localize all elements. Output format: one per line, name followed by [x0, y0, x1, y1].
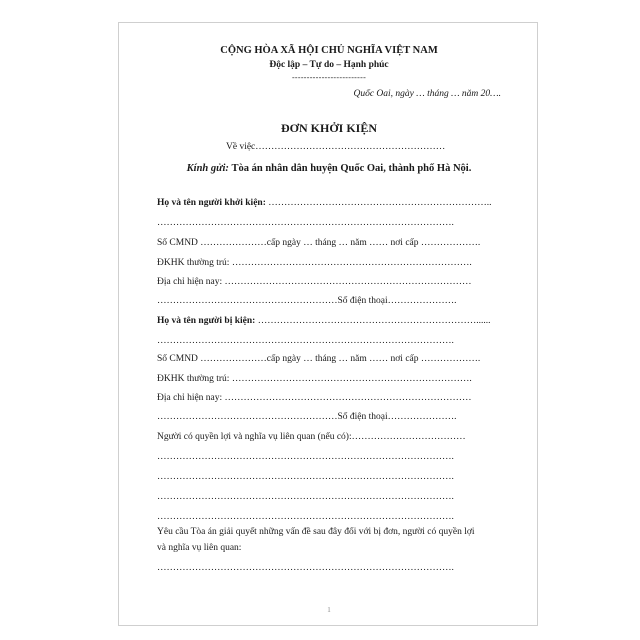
defendant-id-line: Số CMND …………………cấp ngày … tháng … năm …… nơi cấp ……………….	[157, 354, 481, 364]
plaintiff-phone-line: …………………………………………………Số điện thoại………………….	[157, 296, 457, 306]
related-party-line-4: ………………………………………………………………………………….	[157, 512, 454, 522]
page-number: 1	[327, 606, 331, 614]
defendant-address: Địa chỉ hiện nay: ……………………………………………………………………	[157, 393, 472, 403]
plaintiff-id-line: Số CMND …………………cấp ngày … tháng … năm …… nơi cấp ……………….	[157, 238, 481, 248]
defendant-name-continuation: ………………………………………………………………………………….	[157, 336, 454, 346]
plaintiff-name-dots: ……………………………………………………………..	[265, 198, 492, 208]
defendant-phone-line: …………………………………………………Số điện thoại………………….	[157, 412, 457, 422]
subject-line: Về việc……………………………………………………	[226, 142, 446, 152]
plaintiff-name-label: Họ và tên người khởi kiện:	[157, 198, 266, 208]
plaintiff-address: Địa chỉ hiện nay: ……………………………………………………………………	[157, 277, 472, 287]
document-title: ĐƠN KHỞI KIỆN	[280, 121, 377, 135]
plaintiff-residence: ĐKHK thường trú: ………………………………………………………………….	[157, 258, 472, 268]
related-party-line-2: ………………………………………………………………………………….	[157, 472, 454, 482]
related-party-label: Người có quyền lợi và nghĩa vụ liên quan (nếu có):………………………………	[157, 432, 466, 442]
defendant-name-line	[157, 316, 505, 326]
defendant-residence: ĐKHK thường trú: ………………………………………………………………….	[157, 374, 472, 384]
defendant-name-dots: ……………………………………………………………......	[255, 316, 491, 326]
related-party-line-1: ………………………………………………………………………………….	[157, 452, 454, 462]
recipient-label: Kính gửi:	[186, 163, 229, 174]
request-dots: ………………………………………………………………………………….	[157, 563, 454, 573]
plaintiff-name-continuation: ………………………………………………………………………………….	[157, 218, 454, 228]
document-page	[118, 22, 538, 626]
recipient-line	[119, 163, 539, 174]
recipient-value: Tòa án nhân dân huyện Quốc Oai, thành phố Hà Nội.	[231, 163, 472, 174]
plaintiff-name-line	[157, 198, 505, 208]
header-divider: -------------------------	[291, 73, 367, 82]
request-line-2: và nghĩa vụ liên quan:	[157, 543, 242, 553]
related-party-line-3: ………………………………………………………………………………….	[157, 492, 454, 502]
place-date: Quốc Oai, ngày … tháng … năm 20….	[353, 89, 501, 99]
national-motto: Độc lập – Tự do – Hạnh phúc	[269, 60, 389, 70]
defendant-name-label: Họ và tên người bị kiện:	[157, 316, 256, 326]
country-name: CỘNG HÒA XÃ HỘI CHỦ NGHĨA VIỆT NAM	[220, 45, 438, 56]
request-line-1: Yêu cầu Tòa án giải quyết những vấn đề sau đây đối với bị đơn, người có quyền lợi	[157, 527, 475, 537]
